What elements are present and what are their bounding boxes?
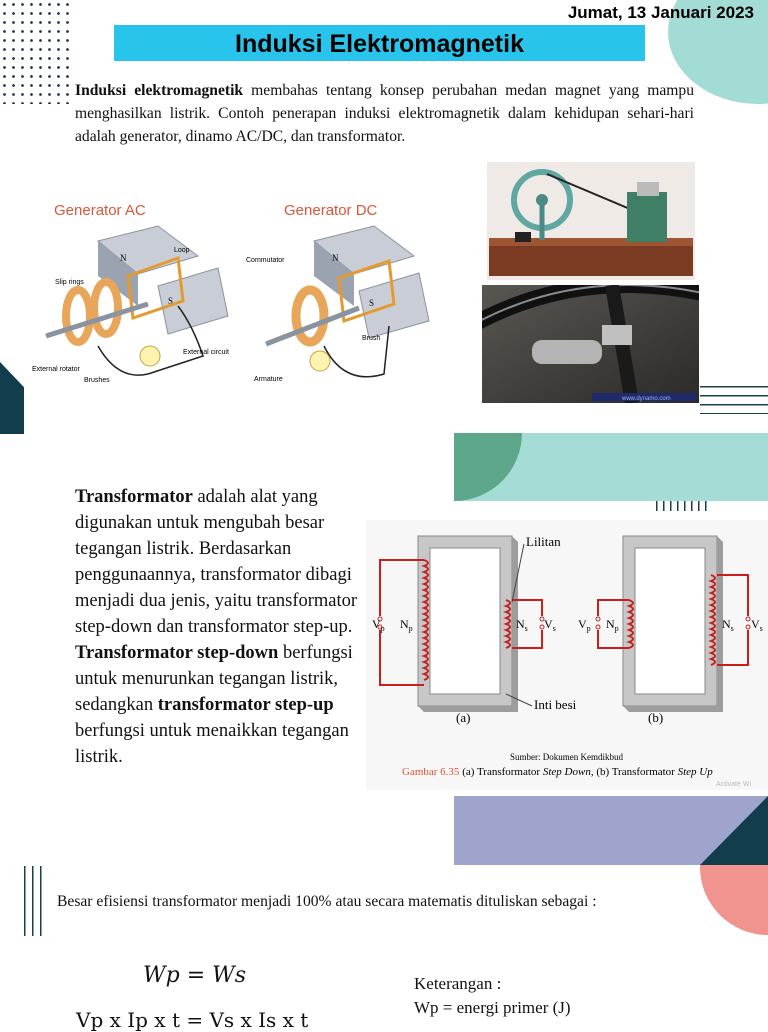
a-vs-sub: s: [552, 624, 556, 633]
ac-external-circuit-label: External circuit: [183, 349, 229, 356]
dc-n-label: N: [332, 253, 339, 263]
dc-brush-label: Brush: [362, 335, 381, 342]
a-ns-label: N: [516, 617, 525, 631]
intro-bold-term: Induksi elektromagnetik: [75, 82, 244, 99]
a-np-sub: p: [408, 624, 413, 633]
dc-commutator-label: Commutator: [246, 257, 285, 264]
transformer-bold-3: transformator step-up: [157, 695, 334, 715]
label-a: (a): [456, 710, 471, 725]
label-b: (b): [648, 710, 664, 725]
keterangan-line: Wp = energi primer (J): [414, 998, 571, 1017]
formula-power: Vp x Ip x t = Vs x Is x t: [76, 1008, 309, 1032]
horizontal-lines-decoration: [700, 386, 768, 414]
transformer-a-core: [418, 536, 518, 712]
figure-caption-a-italic: Step Down: [542, 766, 591, 778]
b-vs-sub: s: [759, 624, 763, 633]
b-ns-label: N: [722, 617, 731, 631]
photo-watermark: www.dynamo.com: [622, 396, 671, 402]
figure-caption-b: , (b) Transformator: [590, 766, 678, 778]
dot-pattern: [0, 0, 72, 104]
transformer-figure: [366, 520, 768, 790]
a-vs-label: V: [544, 617, 553, 631]
b-np-label: N: [606, 617, 615, 631]
intro-paragraph: [75, 79, 694, 148]
ac-brushes-label: Brushes: [84, 377, 110, 384]
bicycle-dynamo-photo: [482, 285, 699, 403]
transformer-bold-1: Transformator: [75, 487, 193, 507]
figure-caption-b-italic: Step Up: [677, 766, 713, 778]
b-vs-label: V: [751, 617, 760, 631]
activate-watermark: Activate Wi: [716, 781, 752, 788]
lilitan-label: Lilitan: [526, 534, 561, 549]
transformer-text-3: berfungsi untuk menaikkan tegangan listrik.: [75, 721, 349, 767]
ac-external-rotator-label: External rotator: [32, 366, 80, 373]
ac-loop-label: Loop: [174, 247, 190, 254]
dc-s-label: S: [369, 298, 375, 308]
figure-caption-a: (a) Transformator: [459, 766, 543, 778]
formula-energy: Wp = Ws: [143, 963, 247, 988]
svg-text:Gambar 6.35 (a) Transformator: [402, 766, 713, 778]
figure-source: Sumber: Dokumen Kemdikbud: [510, 752, 623, 762]
ac-slip-rings-label: Slip rings: [55, 279, 84, 286]
transformer-bold-2: Transformator step-down: [75, 643, 279, 663]
transformer-text-2: berfungsi untuk menurunkan tegangan listrik, sedangkan: [75, 643, 353, 715]
transformer-text-1: adalah alat yang digunakan untuk mengubah besar tegangan listrik. Berdasarkan penggunaannya, transformator dibagi menjadi dua jenis, yaitu transformator step-down dan transformator step-up.: [75, 487, 358, 637]
b-np-sub: p: [614, 624, 619, 633]
dc-armature-label: Armature: [254, 376, 283, 383]
page-title: Induksi Elektromagnetik: [235, 30, 524, 58]
ac-n-label: N: [120, 253, 127, 263]
transformer-paragraph: [75, 484, 365, 770]
ac-s-label: S: [168, 296, 174, 306]
a-vp-sub: p: [380, 624, 385, 633]
keterangan-block: [414, 972, 571, 1020]
b-vp-label: V: [578, 617, 587, 631]
efficiency-paragraph: Besar efisiensi transformator menjadi 100% atau secara matematis dituliskan sebagai :: [57, 893, 597, 910]
date-label: Jumat, 13 Januari 2023: [567, 3, 754, 22]
generator-dc-title: Generator DC: [284, 202, 378, 219]
b-ns-sub: s: [730, 624, 734, 633]
transformer-b-core: [623, 536, 723, 712]
a-vp-label: V: [372, 617, 381, 631]
inti-besi-label: Inti besi: [534, 697, 577, 712]
navy-shape-decoration: [0, 362, 24, 434]
vertical-bars-decoration: [24, 866, 48, 936]
intro-text: membahas tentang konsep perubahan medan magnet yang mampu menghasilkan listrik. Contoh penerapan induksi elektromagnetik dalam kehidupan sehari-hari adalah generator, dinamo AC/DC, dan transformator.: [75, 82, 694, 145]
figure-number: Gambar 6.35: [402, 766, 460, 778]
generator-ac-figure: [28, 196, 250, 396]
b-vp-sub: p: [586, 624, 591, 633]
pink-circle-decoration: [700, 865, 768, 935]
generator-ac-title: Generator AC: [54, 202, 146, 219]
generator-dc-figure: [244, 196, 452, 396]
dynamo-model-photo: [487, 162, 695, 280]
a-ns-sub: s: [524, 624, 528, 633]
keterangan-title: Keterangan :: [414, 974, 502, 993]
a-np-label: N: [400, 617, 409, 631]
